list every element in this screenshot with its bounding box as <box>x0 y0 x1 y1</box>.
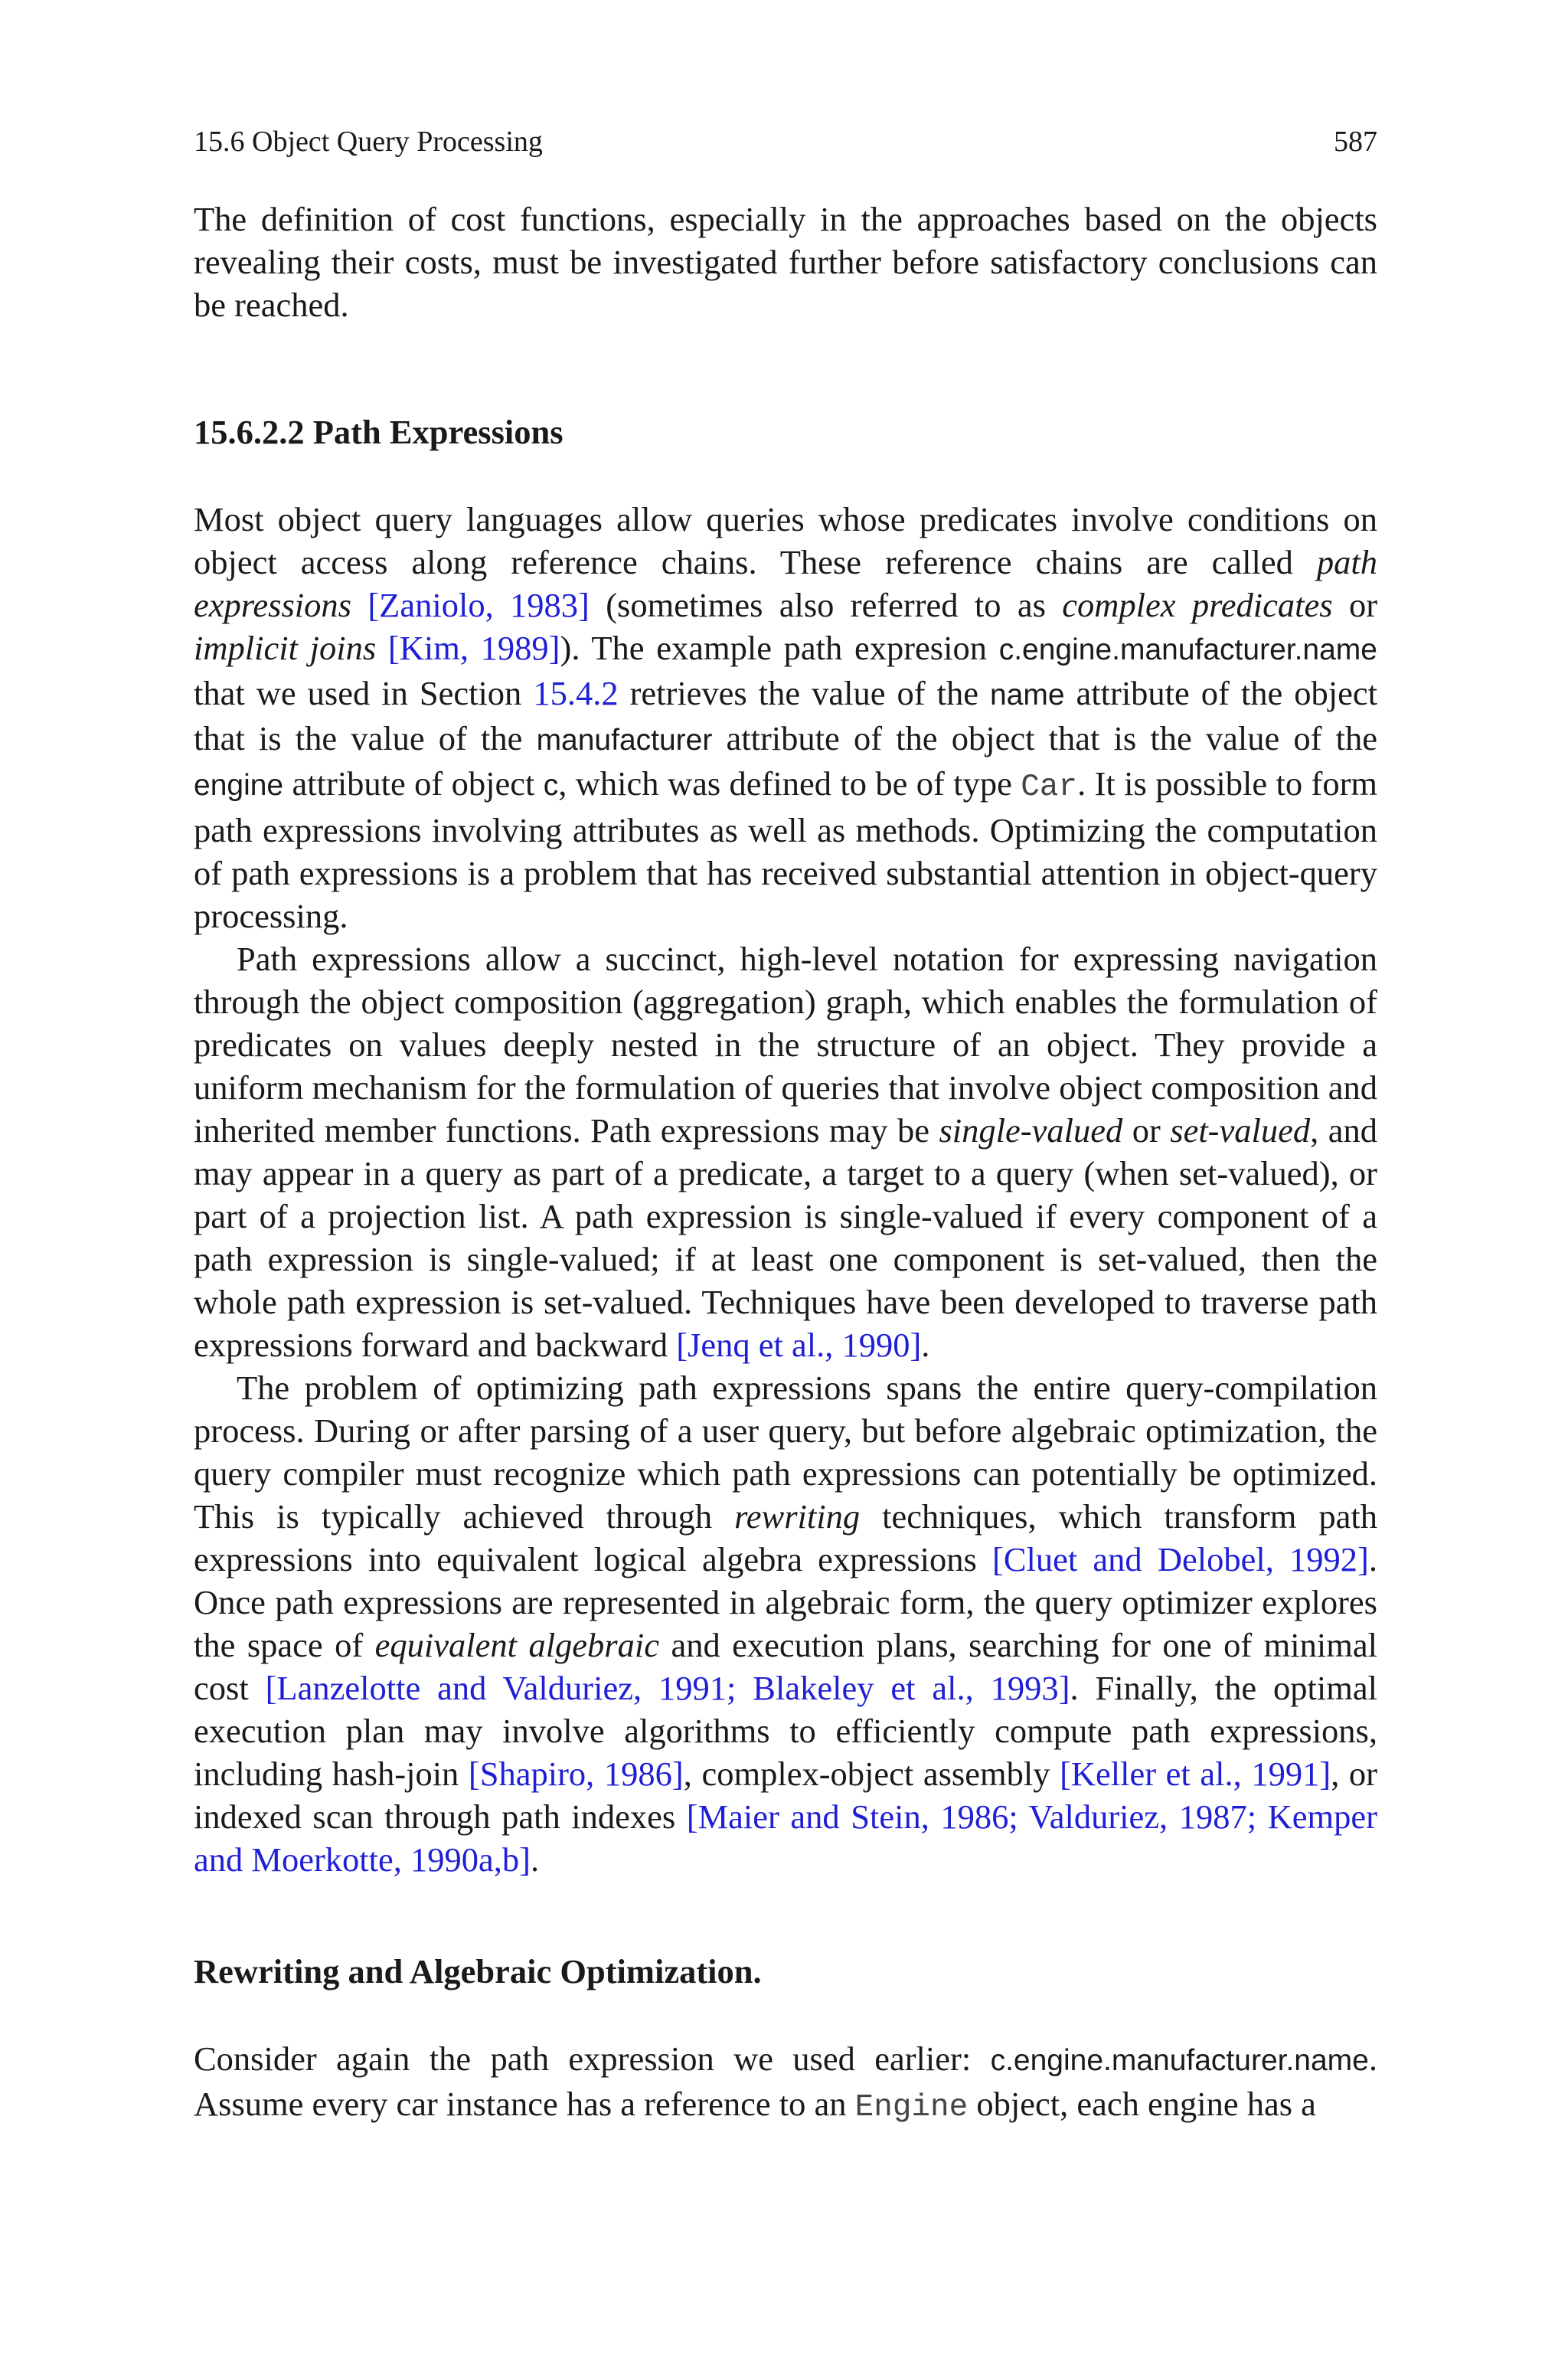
rewriting-body <box>194 2037 1377 2129</box>
page-number: 587 <box>1334 126 1377 158</box>
citation-link[interactable]: [Maier and Stein, 1986; Valduriez, 1987; Kemper and Moerkotte, 1990a,b] <box>194 1797 1377 1879</box>
paragraph-2: Path expressions allow a succinct, high-level notation for expressing navigation through the object composition (aggregation) graph, which enables the formulation of predicates on values deeply nested in the structure of an object. They provide a uniform mechanism for the formulation of queries that involve object composition and inherited member functions. Path expressions may be single-valued or set-valued, and may appear in a query as part of a predicate, a target to a query (when set-valued), or part of a projection list. A path expression is single-valued if every component of a path expression is single-valued; if at least one component is set-valued, then the whole path expression is set-valued. Techniques have been developed to traverse path expressions forward and backward [Jenq et al., 1990]. <box>194 940 1377 1364</box>
citation-link[interactable]: [Keller et al., 1991] <box>1060 1755 1331 1793</box>
inline-type: Engine <box>854 2090 969 2125</box>
paragraph-3: The problem of optimizing path expressions spans the entire query-compilation process. During or after parsing of a user query, but before algebraic optimization, the query compiler must recognize which path expressions can potentially be optimized. This is typically achieved through rewriting techniques, which transform path expressions into equivalent logical algebra expressions [Cluet and Delobel, 1992]. Once path expressions are represented in algebraic form, the query optimizer explores the space of equivalent algebraic and execution plans, searching for one of minimal cost [Lanzelotte and Valduriez, 1991; Blakeley et al., 1993]. Finally, the optimal execution plan may involve algorithms to efficiently compute path expressions, including hash-join [Shapiro, 1986], complex-object assembly [Keller et al., 1991], or indexed scan through path indexes [Maier and Stein, 1986; Valduriez, 1987; Kemper and Moerkotte, 1990a,b]. <box>194 1369 1378 1879</box>
running-head <box>194 123 1377 161</box>
citation-link[interactable]: [Shapiro, 1986] <box>468 1755 684 1793</box>
intro-paragraph: The definition of cost functions, especially in the approaches based on the objects revealing their costs, must be investigated further before satisfactory conclusions can be reached. <box>194 200 1377 324</box>
citation-link[interactable]: [Cluet and Delobel, 1992] <box>992 1540 1369 1578</box>
section-heading: 15.6.2.2 Path Expressions <box>194 413 564 451</box>
inline-code: c.engine.manufacturer.name <box>990 2044 1369 2077</box>
inline-code: manufacturer <box>536 724 713 757</box>
citation-link[interactable]: [Zaniolo, 1983] <box>368 586 590 624</box>
section-link[interactable]: 15.4.2 <box>533 674 619 712</box>
citation-link[interactable]: [Jenq et al., 1990] <box>676 1326 922 1364</box>
section-running-title: 15.6 Object Query Processing <box>194 126 543 158</box>
inline-code: c.engine.manufacturer.name <box>998 633 1377 666</box>
paragraph-1: Most object query languages allow queries whose predicates involve conditions on object access along reference chains. These reference chains are called path expressions [Zaniolo, 1983] (sometimes also referred to as complex predicates or implicit joins [Kim, 1989]). The example path expresion c.engine.manufacturer.name that we used in Section 15.4.2 retrieves the value of the name attribute of the object that is the value of the manufacturer attribute of the object that is the value of the engine attribute of object c, which was defined to be of type Car. It is possible to form path expressions involving attributes as well as methods. Optimizing the computation of path expressions is a problem that has received substantial attention in object-query processing. <box>194 500 1378 935</box>
citation-link[interactable]: [Kim, 1989] <box>387 629 560 667</box>
path-expressions-body <box>194 498 1377 1881</box>
inline-code: engine <box>194 769 284 802</box>
inline-type: Car <box>1021 770 1078 805</box>
citation-link[interactable]: [Lanzelotte and Valduriez, 1991; Blakeley et al., 1993] <box>265 1669 1070 1707</box>
inline-code: name <box>989 679 1065 711</box>
subheading: Rewriting and Algebraic Optimization. <box>194 1952 762 1990</box>
paragraph-4: Consider again the path expression we used earlier: c.engine.manufacturer.name. Assume every car instance has a reference to an Engine object, each engine has a <box>194 2039 1377 2125</box>
inline-code: c <box>543 769 559 802</box>
intro-paragraph-block <box>194 198 1377 326</box>
